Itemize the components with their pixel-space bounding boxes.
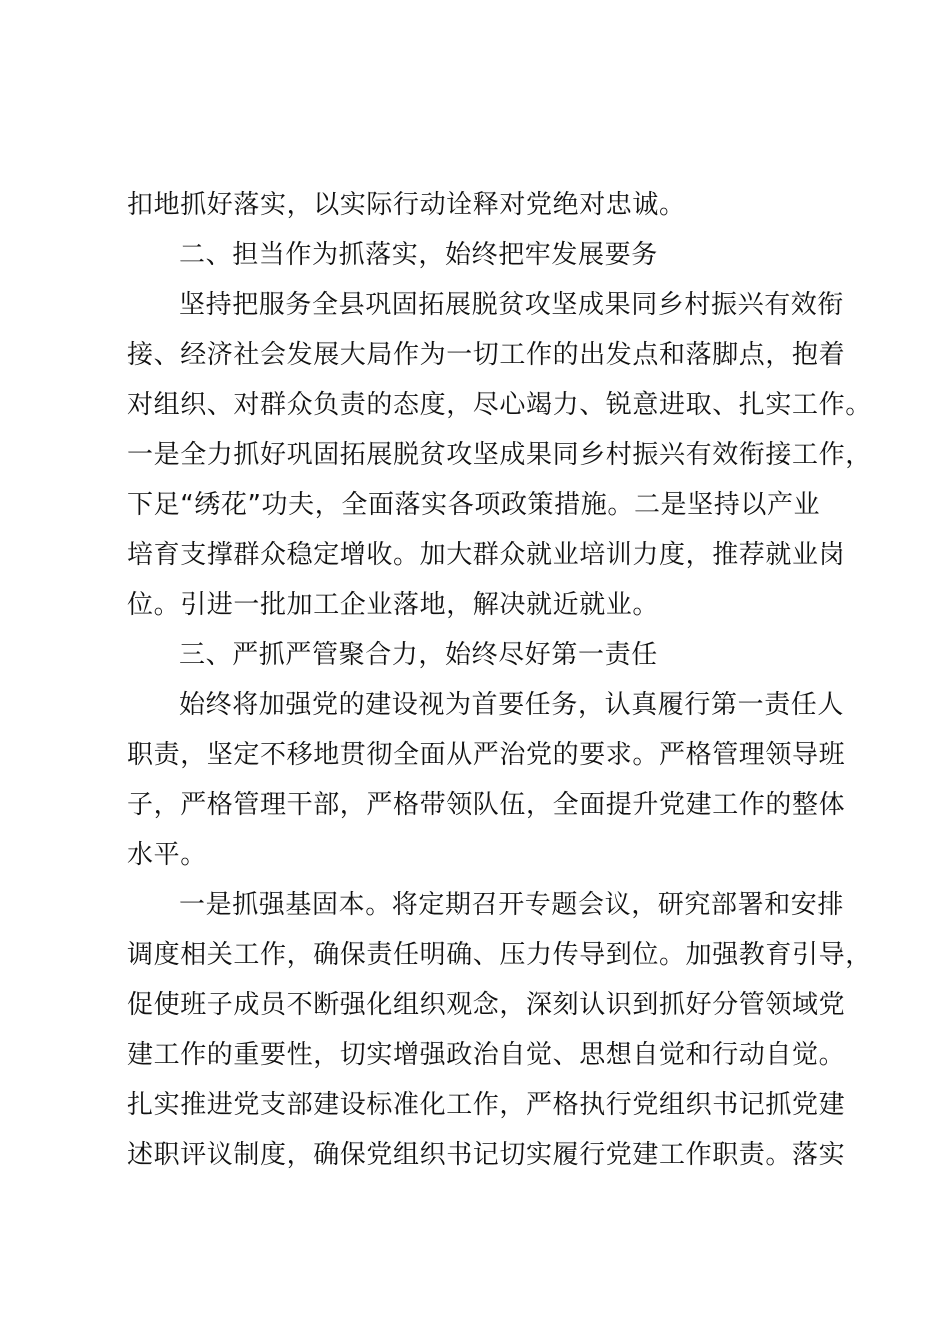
section-heading-3: 三、严抓严管聚合力，始终尽好第一责任 xyxy=(179,640,658,670)
paragraph-line: 一是全力抓好巩固拓展脱贫攻坚成果同乡村振兴有效衔接工作， xyxy=(127,440,872,470)
document-body xyxy=(127,180,872,1180)
paragraph-line: 坚持把服务全县巩固拓展脱贫攻坚成果同乡村振兴有效衔 xyxy=(179,290,845,320)
paragraph-line: 下足“绣花”功夫，全面落实各项政策措施。二是坚持以产业 xyxy=(127,490,821,520)
paragraph-line: 始终将加强党的建设视为首要任务，认真履行第一责任人 xyxy=(179,690,845,720)
paragraph-line: 调度相关工作，确保责任明确、压力传导到位。加强教育引导， xyxy=(127,940,872,970)
paragraph-line: 位。引进一批加工企业落地，解决就近就业。 xyxy=(127,590,660,620)
paragraph-line: 对组织、对群众负责的态度，尽心竭力、锐意进取、扎实工作。 xyxy=(127,390,872,420)
paragraph-line: 扎实推进党支部建设标准化工作，严格执行党组织书记抓党建 xyxy=(127,1090,846,1120)
paragraph-continuation-line: 扣地抓好落实，以实际行动诠释对党绝对忠诚。 xyxy=(127,190,686,220)
section-heading-2: 二、担当作为抓落实，始终把牢发展要务 xyxy=(179,240,658,270)
paragraph-line: 子，严格管理干部，严格带领队伍，全面提升党建工作的整体 xyxy=(127,790,846,820)
paragraph-line: 一是抓强基固本。将定期召开专题会议，研究部署和安排 xyxy=(179,890,845,920)
paragraph-line: 培育支撑群众稳定增收。加大群众就业培训力度，推荐就业岗 xyxy=(127,540,846,570)
paragraph-line: 接、经济社会发展大局作为一切工作的出发点和落脚点，抱着 xyxy=(127,340,846,370)
paragraph-line: 促使班子成员不断强化组织观念，深刻认识到抓好分管领域党 xyxy=(127,990,846,1020)
paragraph-line: 述职评议制度，确保党组织书记切实履行党建工作职责。落实 xyxy=(127,1140,846,1170)
paragraph-line: 建工作的重要性，切实增强政治自觉、思想自觉和行动自觉。 xyxy=(127,1040,846,1070)
paragraph-line: 职责，坚定不移地贯彻全面从严治党的要求。严格管理领导班 xyxy=(127,740,846,770)
paragraph-line: 水平。 xyxy=(127,840,207,870)
